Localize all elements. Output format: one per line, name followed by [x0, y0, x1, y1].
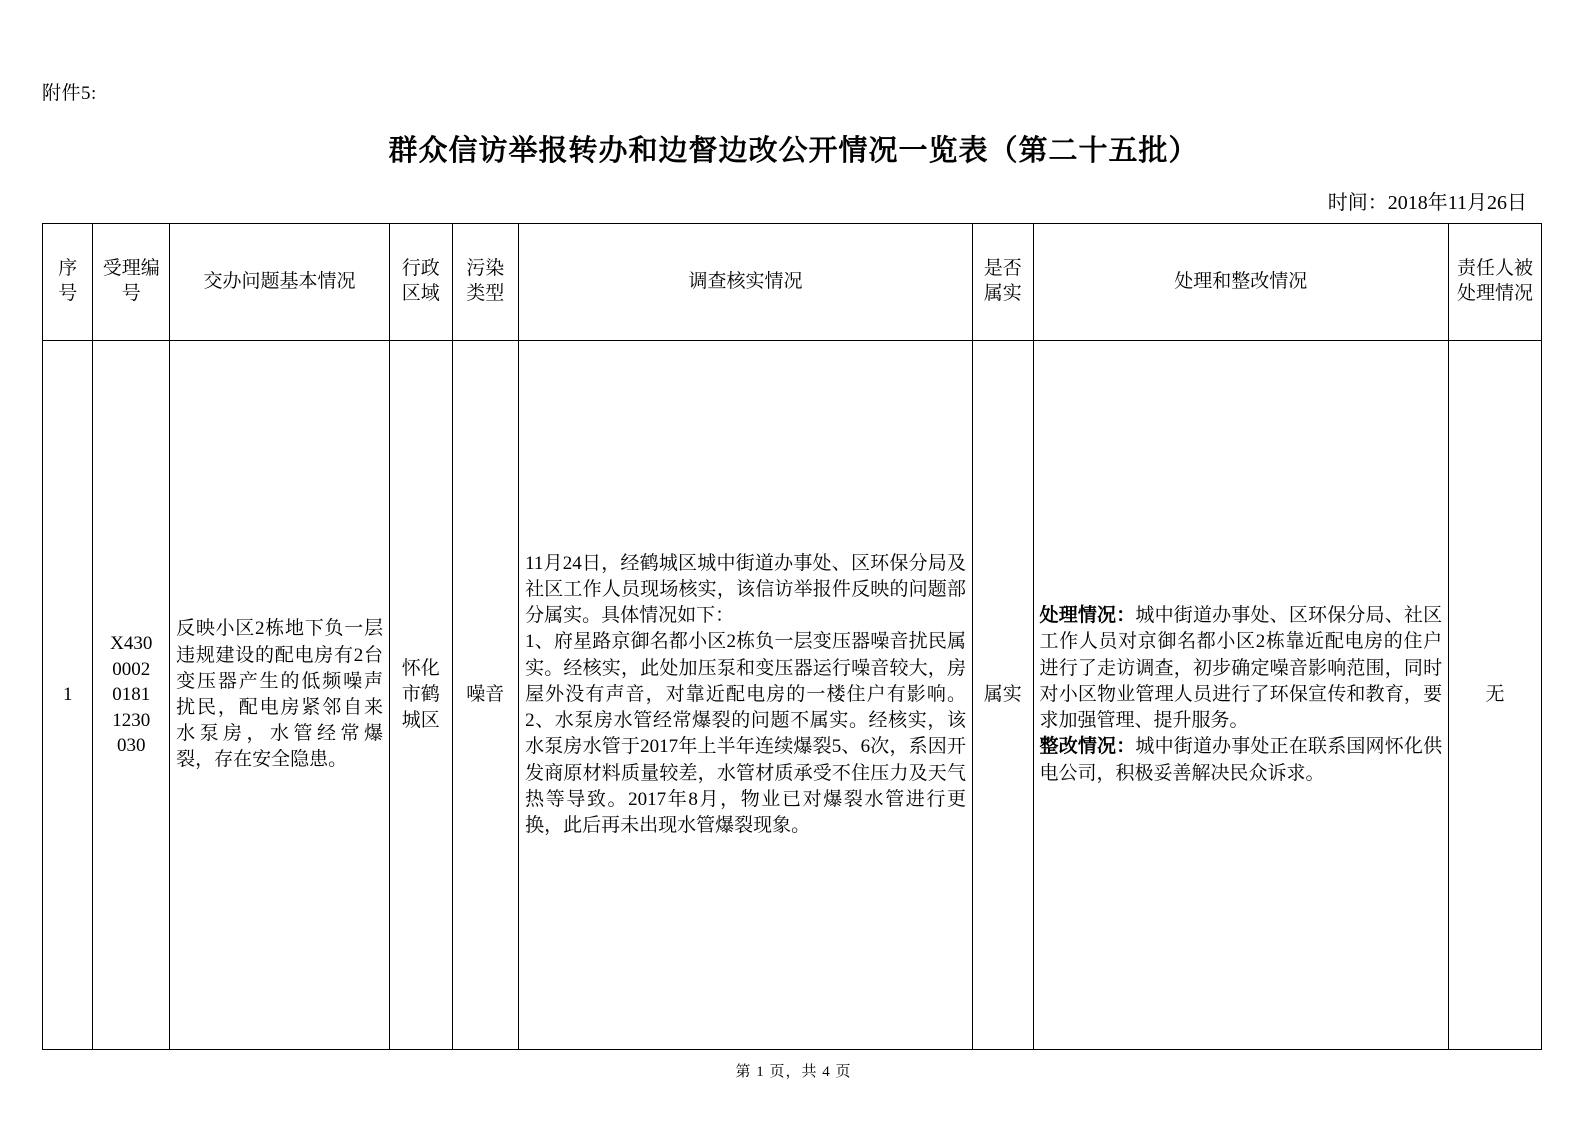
accept-number-line: 0181	[112, 684, 151, 706]
attachment-label: 附件5:	[42, 83, 97, 104]
document-date: 时间：2018年11月26日	[1327, 192, 1527, 214]
investigation-paragraph-1: 11月24日，经鹤城区城中街道办事处、区环保分局及社区工作人员现场核实，该信访举报件反映的问题部分属实。具体情况如下：	[525, 552, 966, 627]
column-header-responsible-label: 责任人被处理情况	[1457, 258, 1534, 304]
handling-paragraph-2	[1040, 734, 1443, 786]
column-header-investigation-label: 调查核实情况	[688, 270, 803, 292]
handling-label-2: 整改情况：	[1039, 736, 1136, 758]
column-header-accept-number	[93, 224, 170, 341]
column-header-is-true	[973, 224, 1034, 341]
page-footer: 第 1 页，共 4 页	[735, 1064, 852, 1080]
column-header-accept-number-label: 受理编号	[102, 258, 160, 304]
cell-accept-number	[93, 341, 170, 1050]
column-header-admin-region-label: 行政区域	[401, 258, 440, 304]
column-header-seq-label: 序号	[58, 258, 78, 304]
column-header-basic-situation	[170, 224, 390, 341]
column-header-responsible	[1449, 224, 1542, 341]
column-header-pollution-type-label: 污染类型	[466, 258, 505, 304]
complaint-table	[42, 223, 1542, 1050]
accept-number-line: X430	[110, 632, 153, 654]
table-row	[43, 341, 1542, 1050]
cell-pollution-type: 噪音	[452, 341, 519, 1050]
column-header-admin-region	[389, 224, 452, 341]
column-header-handling	[1033, 224, 1449, 341]
cell-is-true: 属实	[973, 341, 1034, 1050]
handling-text-1: 城中街道办事处、区环保分局、社区工作人员对京御名都小区2栋靠近配电房的住户进行了走访调查，初步确定噪音影响范围，同时对小区物业管理人员进行了环保宣传和教育，要求加强管理、提升服务。	[1039, 605, 1443, 732]
column-header-handling-label: 处理和整改情况	[1174, 270, 1308, 292]
accept-number-line: 1230	[112, 709, 151, 731]
column-header-investigation	[519, 224, 973, 341]
cell-investigation	[519, 341, 973, 1050]
cell-responsible: 无	[1449, 341, 1542, 1050]
column-header-is-true-label: 是否属实	[983, 258, 1022, 304]
cell-seq: 1	[43, 341, 93, 1050]
cell-handling	[1033, 341, 1449, 1050]
page-title: 群众信访举报转办和边督边改公开情况一览表（第二十五批）	[388, 135, 1199, 167]
handling-paragraph-1	[1040, 603, 1443, 734]
handling-label-1: 处理情况：	[1039, 605, 1136, 627]
column-header-seq	[43, 224, 93, 341]
accept-number-line: 030	[117, 735, 146, 757]
cell-admin-region: 怀化市鹤城区	[389, 341, 452, 1050]
column-header-pollution-type	[452, 224, 519, 341]
table-header-row	[43, 224, 1542, 341]
investigation-paragraph-2: 1、府星路京御名都小区2栋负一层变压器噪音扰民属实。经核实，此处加压泵和变压器运行噪音较大，房屋外没有声音，对靠近配电房的一楼住户有影响。2、水泵房水管经常爆裂的问题不属实。经核实，该水泵房水管于2017年上半年连续爆裂5、6次，系因开发商原材料质量较差，水管材质承受不住压力及天气热等导致。2017年8月，物业已对爆裂水管进行更换，此后再未出现水管爆裂现象。	[525, 631, 966, 836]
accept-number-line: 0002	[112, 658, 151, 680]
cell-basic-situation: 反映小区2栋地下负一层违规建设的配电房有2台变压器产生的低频噪声扰民，配电房紧邻自来水泵房，水管经常爆裂，存在安全隐患。	[170, 341, 390, 1050]
column-header-basic-situation-label: 交办问题基本情况	[203, 270, 356, 292]
handling-text-2: 城中街道办事处正在联系国网怀化供电公司，积极妥善解决民众诉求。	[1039, 736, 1443, 784]
